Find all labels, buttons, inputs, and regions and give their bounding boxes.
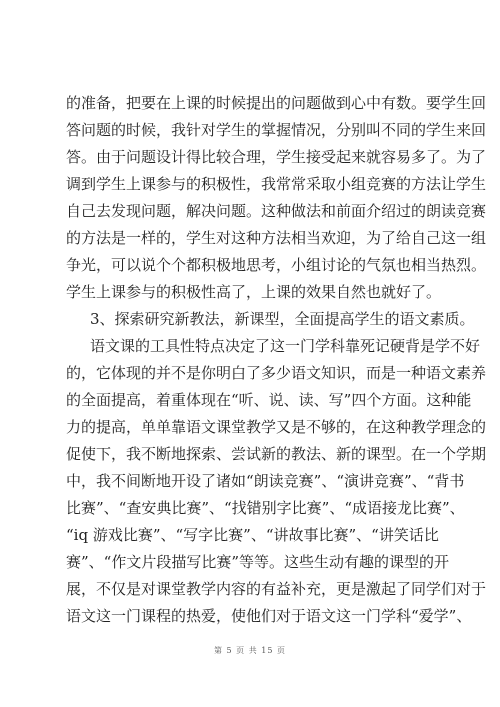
paragraph-line: 的准备，把要在上课的时候提出的问题做到心中有数。要学生回 — [66, 94, 487, 112]
paragraph-line: 答问题的时候，我针对学生的掌握情况，分别叫不同的学生来回 — [66, 121, 487, 139]
paragraph-line: “iq 游戏比赛”、“写字比赛”、“讲故事比赛”、“讲笑话比 — [66, 526, 439, 544]
paragraph-line: 争光，可以说个个都积极地思考，小组讨论的气氛也相当热烈。 — [66, 256, 487, 274]
paragraph-line: 答。由于问题设计得比较合理，学生接受起来就容易多了。为了 — [66, 148, 487, 166]
paragraph-line: 学生上课参与的积极性高了，上课的效果自然也就好了。 — [66, 283, 442, 301]
paragraph-line: 促使下，我不断地探索、尝试新的教法、新的课型。在一个学期 — [66, 445, 487, 463]
paragraph-line: 中，我不间断地开设了诸如“朗读竞赛”、“演讲竞赛”、“背书 — [66, 472, 465, 490]
paragraph-line: 的方法是一样的，学生对这种方法相当欢迎，为了给自己这一组 — [66, 229, 487, 247]
paragraph-line: 比赛”、“查安典比赛”、“找错别字比赛”、“成语接龙比赛”、 — [66, 499, 465, 517]
paragraph-line: 语文这一门课程的热爱，使他们对于语文这一门学科“爱学”、 — [66, 607, 472, 625]
paragraph-line: 的，它体现的并不是你明白了多少语文知识，而是一种语文素养 — [66, 364, 487, 382]
paragraph-line: 调到学生上课参与的积极性，我常常采取小组竞赛的方法让学生 — [66, 175, 487, 193]
paragraph-line: 力的提高，单单靠语文课堂教学又是不够的，在这种教学理念的 — [66, 418, 487, 436]
section-heading: 3、探索研究新教法，新课型，全面提高学生的语文素质。 — [90, 310, 475, 328]
paragraph-line: 赛”、“作文片段描写比赛”等等。这些生动有趣的课型的开 — [66, 553, 450, 571]
paragraph-line: 自己去发现问题，解决问题。这种做法和前面介绍过的朗读竞赛 — [66, 202, 487, 220]
paragraph-line: 展，不仅是对课堂教学内容的有益补充，更是激起了同学们对于 — [66, 580, 487, 598]
paragraph-line: 的全面提高，着重体现在“听、说、读、写”四个方面。这种能 — [66, 391, 472, 409]
paragraph-line: 语文课的工具性特点决定了这一门学科靠死记硬背是学不好 — [90, 337, 481, 355]
page-number-footer: 第 5 页 共 15 页 — [214, 646, 286, 655]
